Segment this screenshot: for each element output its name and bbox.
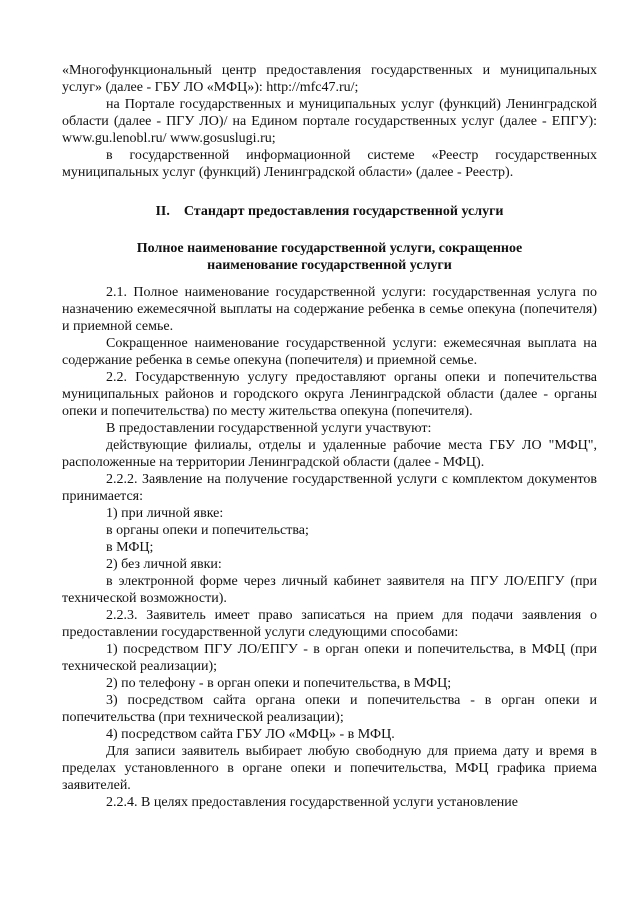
- paragraph-branches: действующие филиалы, отделы и удаленные рабочие места ГБУ ЛО "МФЦ", расположенные на территории Ленинградской области (далее - МФЦ).: [62, 438, 597, 470]
- list-item-remote: 2) без личной явки:: [106, 557, 222, 572]
- list-item-electronic: в электронной форме через личный кабинет заявителя на ПГУ ЛО/ЕПГУ (при технической возможности).: [62, 574, 597, 606]
- paragraph-participate: В предоставлении государственной услуги участвуют:: [106, 421, 432, 436]
- paragraph-2-1: 2.1. Полное наименование государственной услуги: государственная услуга по назначению ежемесячной выплаты на содержание ребенка в семье опекуна (попечителя) и приемной семье.: [62, 285, 597, 334]
- paragraph-portal: на Портале государственных и муниципальных услуг (функций) Ленинградской области (далее - ПГУ ЛО)/ на Едином портале государственных услуг (далее - ЕПГУ): www.gu.lenobl.ru/ www.gosuslugi.ru;: [62, 97, 597, 146]
- list-item-in-person: 1) при личной явке:: [106, 506, 224, 521]
- paragraph-2-2-2: 2.2.2. Заявление на получение государственной услуги с комплектом документов принимается:: [62, 472, 597, 504]
- section-heading: [62, 203, 597, 220]
- list-item-way-2: 2) по телефону - в орган опеки и попечительства, в МФЦ;: [106, 676, 452, 691]
- subheading: [62, 240, 597, 274]
- subheading-line-1: Полное наименование государственной услуги, сокращенное: [136, 241, 523, 256]
- paragraph-2-2-4: 2.2.4. В целях предоставления государственной услуги установление: [106, 795, 518, 810]
- list-item-way-4: 4) посредством сайта ГБУ ЛО «МФЦ» - в МФЦ.: [106, 727, 395, 742]
- list-item-guardianship: в органы опеки и попечительства;: [106, 523, 309, 538]
- paragraph-2-2: 2.2. Государственную услугу предоставляют органы опеки и попечительства муниципальных районов и городского округа Ленинградской области (далее - органы опеки и попечительства) по месту жительства опекуна (попечителя).: [62, 370, 597, 419]
- section-title: Стандарт предоставления государственной услуги: [183, 204, 504, 219]
- list-item-way-3: 3) посредством сайта органа опеки и попечительства - в орган опеки и попечительства (при технической реализации);: [62, 693, 597, 725]
- paragraph-reestr: в государственной информационной системе «Реестр государственных муниципальных услуг (функций) Ленинградской области» (далее - Реестр).: [62, 148, 597, 180]
- paragraph-choose: Для записи заявитель выбирает любую свободную для приема дату и время в пределах установленного в органе опеки и попечительства, МФЦ графика приема заявителей.: [62, 744, 597, 793]
- paragraph-mfc: «Многофункциональный центр предоставления государственных и муниципальных услуг» (далее - ГБУ ЛО «МФЦ»): http://mfc47.ru/;: [62, 63, 597, 95]
- paragraph-short-name: Сокращенное наименование государственной услуги: ежемесячная выплата на содержание ребенка в семье опекуна (попечителя) и приемной семье.: [62, 336, 597, 368]
- document-page: [62, 62, 597, 811]
- section-number: II.: [155, 204, 170, 219]
- paragraph-2-2-3: 2.2.3. Заявитель имеет право записаться на прием для подачи заявления о предоставлении государственной услуги следующими способами:: [62, 608, 597, 640]
- subheading-line-2: наименование государственной услуги: [207, 258, 452, 273]
- list-item-mfc: в МФЦ;: [106, 540, 154, 555]
- list-item-way-1: 1) посредством ПГУ ЛО/ЕПГУ - в орган опеки и попечительства, в МФЦ (при технической реализации);: [62, 642, 597, 674]
